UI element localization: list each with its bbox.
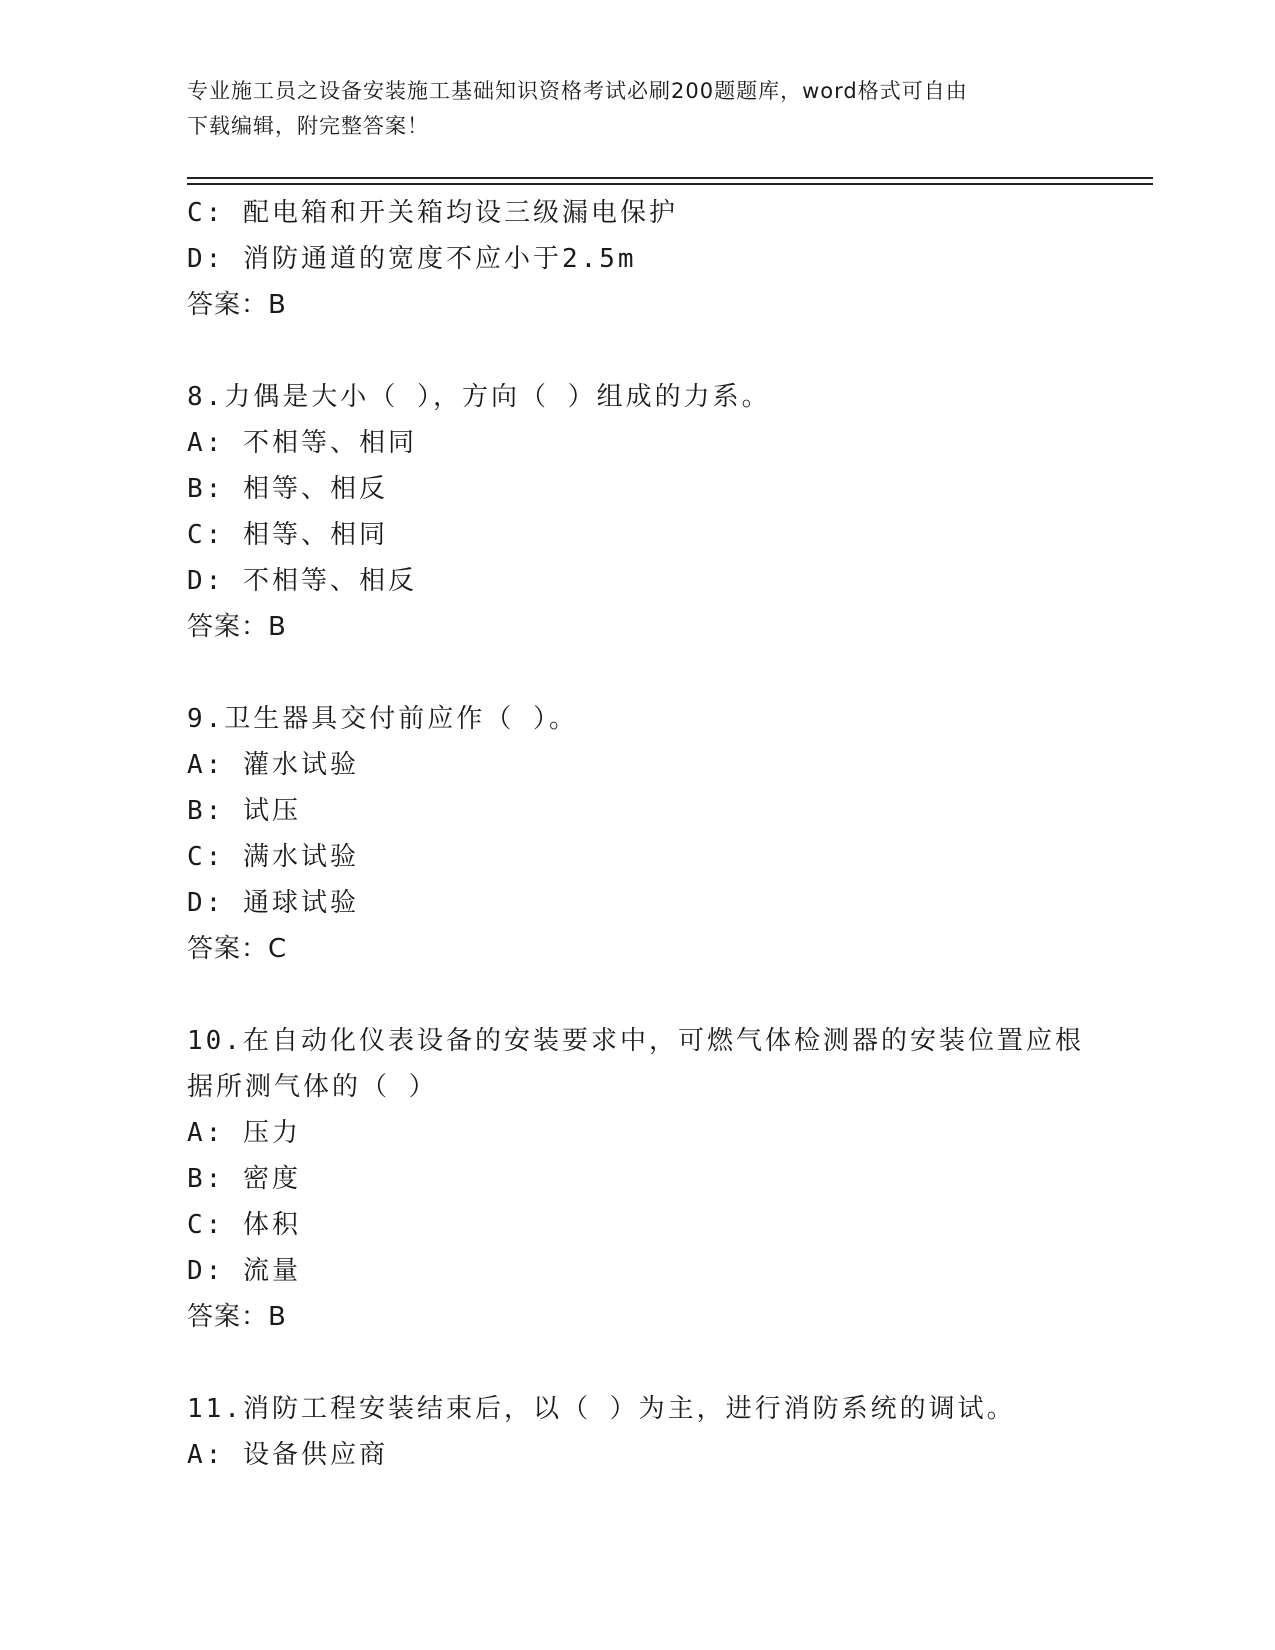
question-10 (187, 1018, 1087, 1340)
header-divider-top (187, 177, 1153, 179)
q8-option-a: A: 不相等、相同 (187, 428, 417, 458)
question-11 (187, 1386, 1087, 1478)
q9-option-d: D: 通球试验 (187, 888, 359, 918)
document-header (187, 74, 1067, 144)
q7-option-c: C: 配电箱和开关箱均设三级漏电保护 (187, 198, 678, 228)
header-title-line-2: 下载编辑，附完整答案！ (187, 114, 429, 138)
spacer (187, 328, 1087, 374)
q8-option-d: D: 不相等、相反 (187, 566, 417, 596)
q11-option-a: A: 设备供应商 (187, 1440, 388, 1470)
q9-option-c: C: 满水试验 (187, 842, 359, 872)
header-divider-bottom (187, 183, 1153, 185)
spacer (187, 1340, 1087, 1386)
q10-answer: 答案：B (187, 1302, 287, 1332)
q7-answer: 答案：B (187, 290, 287, 320)
q11-stem: 11.消防工程安装结束后，以（ ）为主，进行消防系统的调试。 (187, 1394, 1016, 1424)
q10-option-b: B: 密度 (187, 1164, 301, 1194)
q10-option-d: D: 流量 (187, 1256, 301, 1286)
q8-stem: 8.力偶是大小（ ），方向（ ）组成的力系。 (187, 382, 771, 412)
q10-option-c: C: 体积 (187, 1210, 301, 1240)
spacer (187, 650, 1087, 696)
question-9 (187, 696, 1087, 972)
q10-stem-line-1: 10.在自动化仪表设备的安装要求中，可燃气体检测器的安装位置应根 (187, 1026, 1084, 1056)
question-7 (187, 190, 1087, 328)
q8-option-b: B: 相等、相反 (187, 474, 388, 504)
spacer (187, 972, 1087, 1018)
question-list (187, 190, 1087, 1478)
q9-option-b: B: 试压 (187, 796, 301, 826)
q9-option-a: A: 灌水试验 (187, 750, 359, 780)
q9-answer: 答案：C (187, 934, 288, 964)
q8-option-c: C: 相等、相同 (187, 520, 388, 550)
q10-option-a: A: 压力 (187, 1118, 301, 1148)
header-title-line-1: 专业施工员之设备安装施工基础知识资格考试必刷200题题库，word格式可自由 (187, 79, 968, 103)
q7-option-d: D: 消防通道的宽度不应小于2.5m (187, 244, 637, 274)
q10-stem-line-2: 据所测气体的（ ） (187, 1072, 438, 1102)
question-8 (187, 374, 1087, 650)
q8-answer: 答案：B (187, 612, 287, 642)
q9-stem: 9.卫生器具交付前应作（ ）。 (187, 704, 578, 734)
